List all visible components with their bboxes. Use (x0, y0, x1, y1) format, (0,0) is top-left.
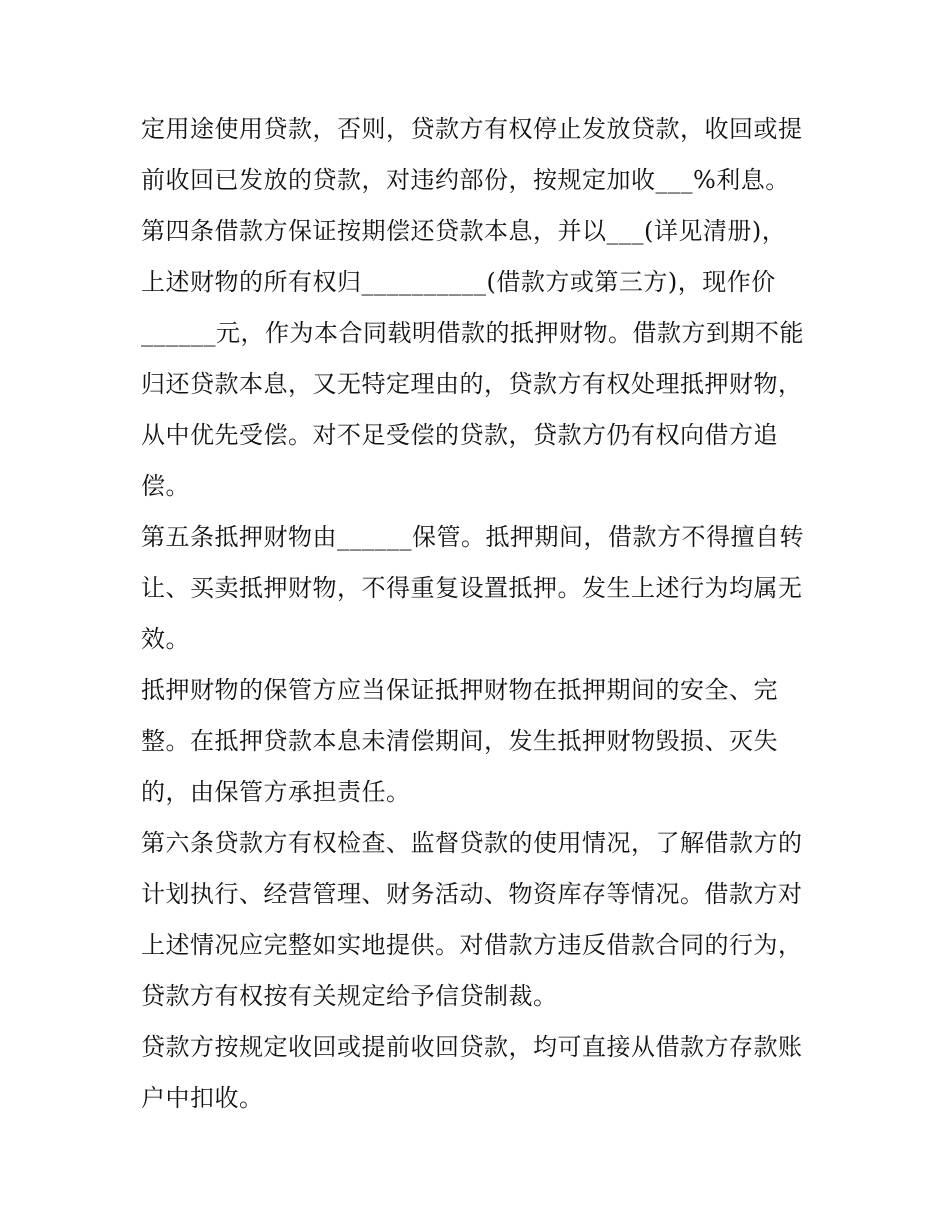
text-line: 贷款方有权按有关规定给予信贷制裁。 (141, 982, 558, 1010)
text-line: 户中扣收。 (141, 1084, 264, 1112)
text-line: 让、买卖抵押财物，不得重复设置抵押。发生上述行为均属无 (141, 574, 803, 602)
text-line: 前收回已发放的贷款，对违约部份，按规定加收___%利息。 (141, 166, 790, 194)
text-line: 第六条贷款方有权检查、监督贷款的使用情况，了解借款方的 (141, 829, 803, 857)
text-line: 偿。 (141, 472, 190, 500)
text-line: 整。在抵押贷款本息未清偿期间，发生抵押财物毁损、灭失 (141, 727, 778, 755)
text-line: 第五条抵押财物由______保管。抵押期间，借款方不得擅自转 (141, 523, 804, 551)
text-line: 计划执行、经营管理、财务活动、物资库存等情况。借款方对 (141, 880, 803, 908)
contract-text (141, 104, 821, 1124)
text-line: 第四条借款方保证按期偿还贷款本息，并以___(详见清册)， (141, 217, 787, 245)
text-line: 归还贷款本息，又无特定理由的，贷款方有权处理抵押财物， (141, 370, 803, 398)
text-line: ______元，作为本合同载明借款的抵押财物。借款方到期不能 (141, 319, 804, 347)
text-line: 贷款方按规定收回或提前收回贷款，均可直接从借款方存款账 (141, 1033, 803, 1061)
text-line: 的，由保管方承担责任。 (141, 778, 411, 806)
text-line: 效。 (141, 625, 190, 653)
text-line: 定用途使用贷款，否则，贷款方有权停止发放贷款，收回或提 (141, 115, 803, 143)
text-line: 上述情况应完整如实地提供。对借款方违反借款合同的行为， (141, 931, 803, 959)
text-line: 上述财物的所有权归__________(借款方或第三方)，现作价 (141, 268, 776, 296)
text-line: 抵押财物的保管方应当保证抵押财物在抵押期间的安全、完 (141, 676, 778, 704)
text-line: 从中优先受偿。对不足受偿的贷款，贷款方仍有权向借方追 (141, 421, 778, 449)
